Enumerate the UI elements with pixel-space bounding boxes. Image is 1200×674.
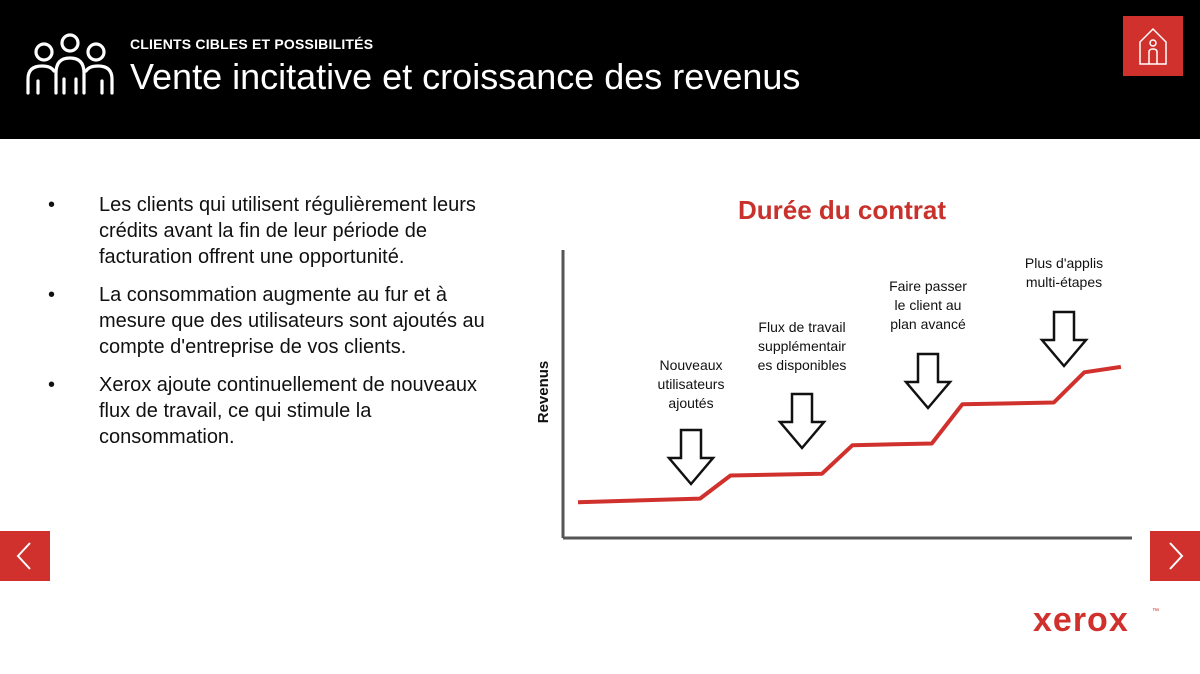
xerox-logo: xerox: [1033, 601, 1129, 639]
bullet-text: Les clients qui utilisent régulièrement leurs crédits avant la fin de leur période de facturation offrent une opportunité.: [99, 194, 476, 268]
chevron-right-icon: [1150, 531, 1200, 581]
people-group-icon: [20, 33, 120, 97]
milestone-label: Faire passer le client au plan avancé: [889, 278, 967, 332]
milestone-annotation: [1025, 255, 1103, 366]
bullet-text: Xerox ajoute continuellement de nouveaux flux de travail, ce qui stimule la consommation.: [99, 374, 478, 448]
bullet-item: [40, 372, 510, 450]
home-button[interactable]: [1123, 16, 1183, 76]
bullet-list: [40, 192, 510, 462]
previous-slide-button[interactable]: [0, 531, 50, 581]
bullet-item: [40, 282, 510, 360]
milestone-label: Flux de travail supplémentair es disponibles: [757, 319, 847, 373]
chart-title: Durée du contrat: [738, 195, 947, 225]
milestone-annotation: [889, 278, 967, 408]
milestone-annotation: [658, 357, 725, 484]
header-bar: [0, 0, 1200, 139]
section-eyebrow: CLIENTS CIBLES ET POSSIBILITÉS: [130, 36, 374, 52]
revenue-growth-chart: [520, 230, 1160, 560]
bullet-item: [40, 192, 510, 270]
milestone-annotation: [758, 319, 847, 448]
down-arrow-icon: [906, 354, 950, 408]
down-arrow-icon: [780, 394, 824, 448]
trademark-symbol: ™: [1152, 608, 1159, 615]
milestone-label: Plus d'applis multi-étapes: [1024, 255, 1104, 290]
down-arrow-icon: [669, 430, 713, 484]
y-axis-label: Revenus: [535, 360, 552, 424]
page-title: Vente incitative et croissance des revenus: [130, 56, 801, 97]
bullet-dot: •: [48, 284, 56, 306]
bullet-dot: •: [48, 194, 56, 216]
down-arrow-icon: [1042, 312, 1086, 366]
bullet-dot: •: [48, 374, 56, 396]
next-slide-button[interactable]: [1150, 531, 1200, 581]
home-icon: [1138, 26, 1168, 66]
bullet-text: La consommation augmente au fur et à mesure que des utilisateurs sont ajoutés au compte d'entreprise de vos clients.: [99, 284, 485, 358]
milestone-label: Nouveaux utilisateurs ajoutés: [657, 357, 725, 411]
chevron-left-icon: [0, 531, 50, 581]
